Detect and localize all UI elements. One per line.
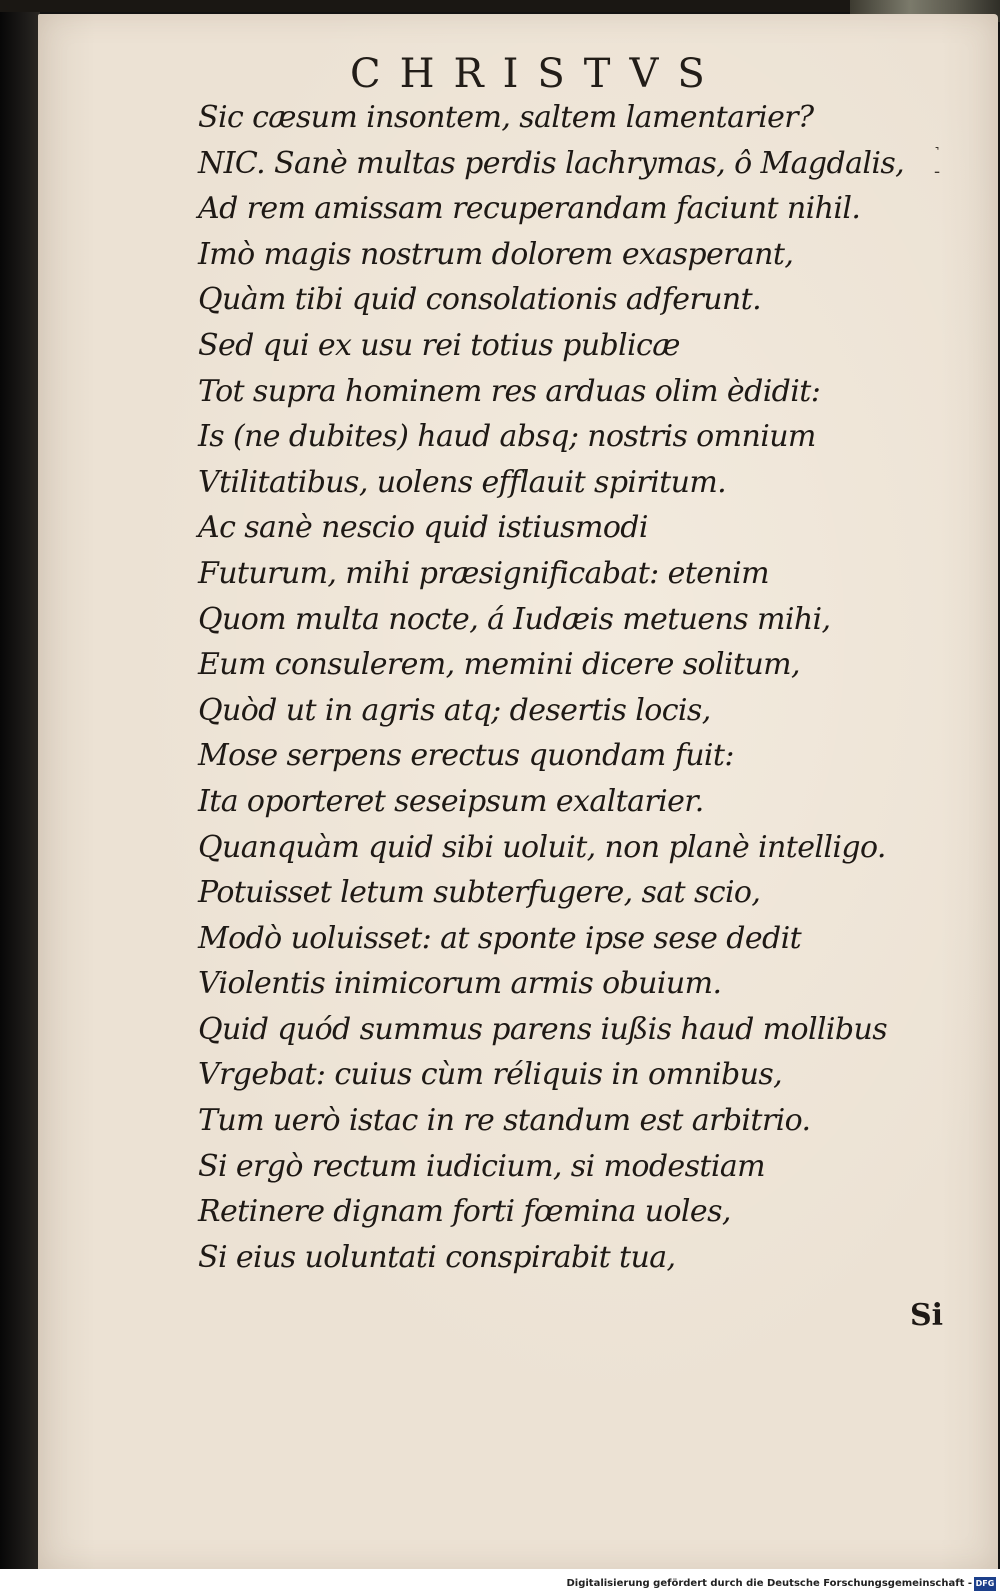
verse-line: Retinere dignam forti fœmina uoles, — [198, 1194, 731, 1230]
verse-line: Is (ne dubites) haud absq; nostris omnium — [198, 419, 816, 455]
verse-line: Si ergò rectum iudicium, si modestiam — [198, 1148, 765, 1184]
verse-line: NIC. Sanè multas perdis lachrymas, ô Magdalis, — [198, 145, 905, 181]
verse-line: Vrgebat: cuius cùm réliquis in omnibus, — [198, 1057, 783, 1093]
verse-line: Violentis inimicorum armis obuium. — [198, 966, 722, 1002]
running-head: CHRISTVS — [350, 51, 724, 97]
funding-credit: Digitalisierung gefördert durch die Deutsche Forschungsgemeinschaft - — [566, 1578, 972, 1589]
verse-line: Ac sanè nescio quid istiusmodi — [198, 510, 648, 546]
verse-line: Eum consulerem, memini dicere solitum, — [198, 647, 800, 683]
verse-line: Sic cæsum insontem, saltem lamentarier? — [198, 100, 814, 135]
verse-line: Tot supra hominem res arduas olim èdidit: — [198, 373, 821, 409]
binding-spine — [0, 0, 40, 1596]
verse-line: Sed qui ex usu rei totius publicæ — [198, 327, 680, 363]
verse-line: Si eius uoluntati conspirabit tua, — [198, 1239, 676, 1275]
verse-line: Quanquàm quid sibi uoluit, non planè intelligo. — [198, 829, 886, 865]
dfg-logo: DFG — [974, 1577, 996, 1591]
verse-line: Quòd ut in agris atq; desertis locis, — [198, 692, 711, 728]
verse-line: Futurum, mihi præsignificabat: etenim — [198, 555, 769, 591]
verse-line: Quid quód summus parens iußis haud mollibus — [198, 1011, 888, 1047]
catchword: Si — [910, 1298, 944, 1333]
verse-line: Quom multa nocte, á Iudæis metuens mihi, — [198, 601, 831, 637]
verse-line: Tum uerò istac in re standum est arbitrio. — [198, 1103, 811, 1139]
verse-line: Modò uoluisset: at sponte ipse sese dedit — [198, 920, 802, 956]
verse-line: Vtilitatibus, uolens efflauit spiritum. — [198, 464, 727, 500]
verse-line: Potuisset letum subterfugere, sat scio, — [198, 875, 761, 911]
verse-line: Imò magis nostrum dolorem exasperant, — [198, 236, 794, 272]
verse-text — [198, 95, 958, 1280]
margin-mark: ˺ - — [934, 143, 941, 182]
verse-line: Ad rem amissam recuperandam faciunt nihil. — [198, 191, 861, 227]
verse-line: Quàm tibi quid consolationis adferunt. — [198, 282, 762, 318]
verse-line: Mose serpens erectus quondam fuit: — [198, 738, 734, 774]
verse-line: Ita oporteret seseipsum exaltarier. — [198, 783, 704, 819]
